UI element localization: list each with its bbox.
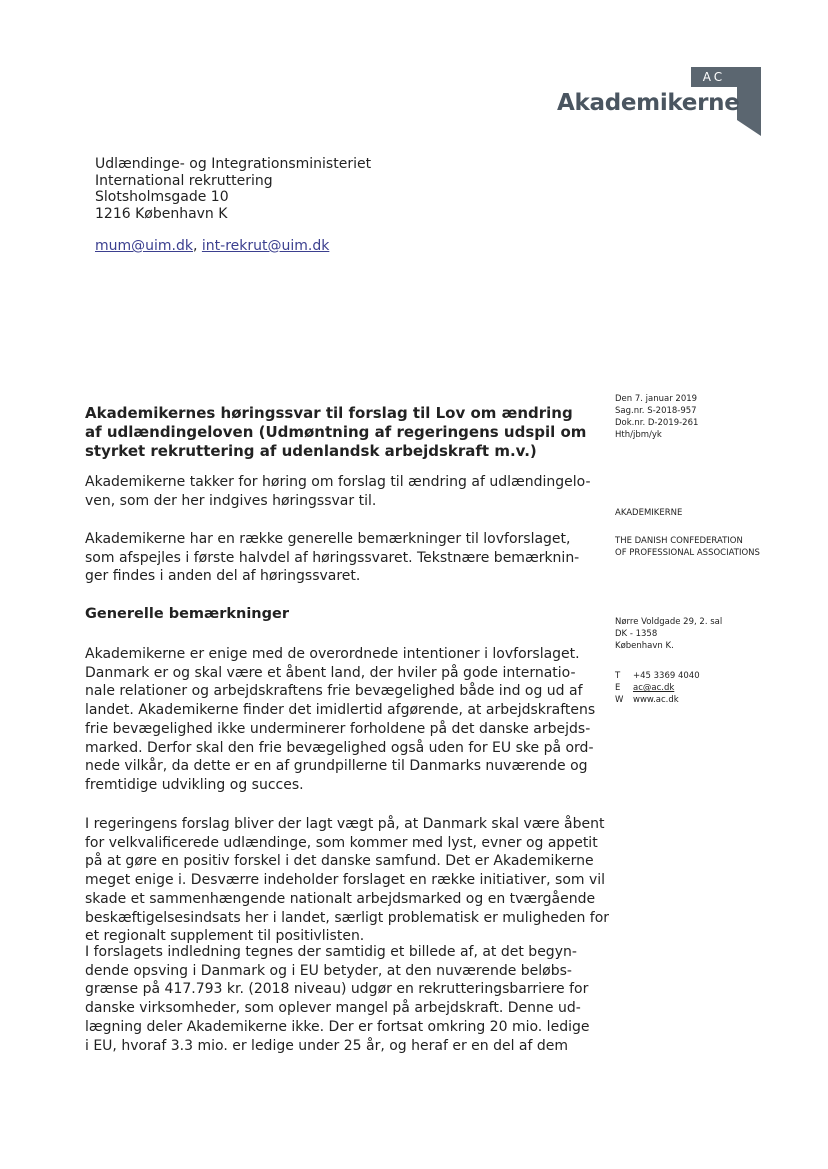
text-line: for velkvalificerede udlændinge, som kommer med lyst, evner og appetit <box>85 834 598 851</box>
title-line: Akademikernes høringssvar til forslag til Lov om ændring <box>85 404 573 422</box>
text-line: grænse på 417.793 kr. (2018 niveau) udgør en rekrutteringsbarriere for <box>85 981 589 998</box>
text-line: marked. Derfor skal den frie bevægelighed også uden for EU ske på ord- <box>85 739 594 756</box>
recipient-emails <box>95 238 329 254</box>
contact-key: W <box>615 695 624 705</box>
recipient-line: Udlændinge- og Integrationsministeriet <box>95 156 372 172</box>
web-value: www.ac.dk <box>633 695 679 705</box>
text-line: fremtidige udvikling og succes. <box>85 776 304 793</box>
logo-name: Akademikerne <box>557 90 740 116</box>
text-line: et regionalt supplement til positivlisten. <box>85 928 365 945</box>
text-line: lægning deler Akademikerne ikke. Der er fortsat omkring 20 mio. ledige <box>85 1018 590 1035</box>
text-line: beskæftigelsesindsats her i landet, særligt problematisk er muligheden for <box>85 909 610 926</box>
text-line: Akademikerne er enige med de overordnede intentioner i lovforslaget. <box>85 646 580 662</box>
email-link-mum[interactable]: mum@uim.dk <box>95 238 193 254</box>
text-line: Akademikerne takker for høring om forslag til ændring af udlændingelo- <box>85 474 591 490</box>
email-link-int-rekrut[interactable]: int-rekrut@uim.dk <box>201 238 330 254</box>
section-heading: Generelle bemærkninger <box>85 606 289 622</box>
text-line: nede vilkår, da dette er en af grundpillerne til Danmarks nuværende og <box>85 758 588 775</box>
text-line: landet. Akademikerne finder det imidlertid afgørende, at arbejdskraftens <box>85 702 596 719</box>
contact-key: E <box>615 683 621 693</box>
org-confederation <box>615 535 760 559</box>
contact-key: T <box>615 671 621 681</box>
letter-meta <box>615 393 698 441</box>
org-email-link[interactable]: ac@ac.dk <box>633 683 675 693</box>
text-line: I regeringens forslag bliver der lagt vægt på, at Danmark skal være åbent <box>85 816 605 832</box>
text-line: frie bevægelighed ikke underminerer forholdene på det danske arbejds- <box>85 720 591 737</box>
title-line: af udlændingeloven (Udmøntning af regeringens udspil om <box>85 423 587 441</box>
document-number: Dok.nr. D-2019-261 <box>615 418 699 428</box>
text-line: ven, som der her indgives høringssvar til. <box>85 492 377 509</box>
title-line: styrket rekruttering af udenlandsk arbejdskraft m.v.) <box>85 442 537 460</box>
org-confederation-line: OF PROFESSIONAL ASSOCIATIONS <box>615 548 760 558</box>
text-line: danske virksomheder, som oplever mangel på arbejdskraft. Denne ud- <box>85 1000 581 1017</box>
recipient-line: International rekruttering <box>95 172 273 189</box>
text-line: ger findes i anden del af høringssvaret. <box>85 568 361 585</box>
text-line: Akademikerne har en række generelle bemærkninger til lovforslaget, <box>85 531 571 547</box>
text-line: nale relationer og arbejdskraftens frie bevægelighed både ind og ud af <box>85 683 583 700</box>
letter-date: Den 7. januar 2019 <box>615 394 698 404</box>
text-line: I forslagets indledning tegnes der samtidig et billede af, at det begyn- <box>85 944 577 960</box>
org-contact <box>615 670 700 706</box>
contact-web <box>615 694 700 706</box>
text-line: skade et sammenhængende nationalt arbejdsmarked og en tværgående <box>85 890 596 907</box>
text-line: Danmark er og skal være et åbent land, der hviler på gode internatio- <box>85 664 576 681</box>
text-line: som afspejles i første halvdel af høringssvaret. Tekstnære bemærknin- <box>85 549 580 566</box>
email-separator: , <box>193 238 202 254</box>
org-address-line: DK - 1358 <box>615 629 658 639</box>
paragraph-salary-threshold <box>85 943 589 1055</box>
org-address-line: Nørre Voldgade 29, 2. sal <box>615 617 723 627</box>
org-address <box>615 616 722 652</box>
logo-ribbon <box>737 67 761 136</box>
recipient-line: Slotsholmsgade 10 <box>95 189 229 205</box>
letter-title <box>85 404 585 461</box>
contact-email <box>615 682 700 694</box>
text-line: meget enige i. Desværre indeholder forslaget en række initiativer, som vil <box>85 872 606 889</box>
org-name: AKADEMIKERNE <box>615 508 683 518</box>
phone-value: +45 3369 4040 <box>633 671 700 681</box>
text-line: på at gøre en positiv forskel i det danske samfund. Det er Akademikerne <box>85 853 594 870</box>
org-address-line: København K. <box>615 641 674 651</box>
case-number: Sag.nr. S-2018-957 <box>615 406 697 416</box>
recipient-line: 1216 København K <box>95 205 228 222</box>
recipient-address <box>95 156 371 222</box>
paragraph-overview <box>85 530 579 586</box>
paragraph-intro <box>85 473 591 510</box>
text-line: i EU, hvoraf 3.3 mio. er ledige under 25 år, og heraf er en del af dem <box>85 1037 569 1054</box>
contact-phone <box>615 670 700 682</box>
org-confederation-line: THE DANISH CONFEDERATION <box>615 536 743 546</box>
paragraph-intentions <box>85 645 595 795</box>
author-initials: Hth/jbm/yk <box>615 430 662 440</box>
paragraph-government-proposal <box>85 815 609 946</box>
text-line: dende opsving i Danmark og i EU betyder, at den nuværende beløbs- <box>85 962 572 979</box>
logo-badge-text: AC <box>702 70 726 84</box>
